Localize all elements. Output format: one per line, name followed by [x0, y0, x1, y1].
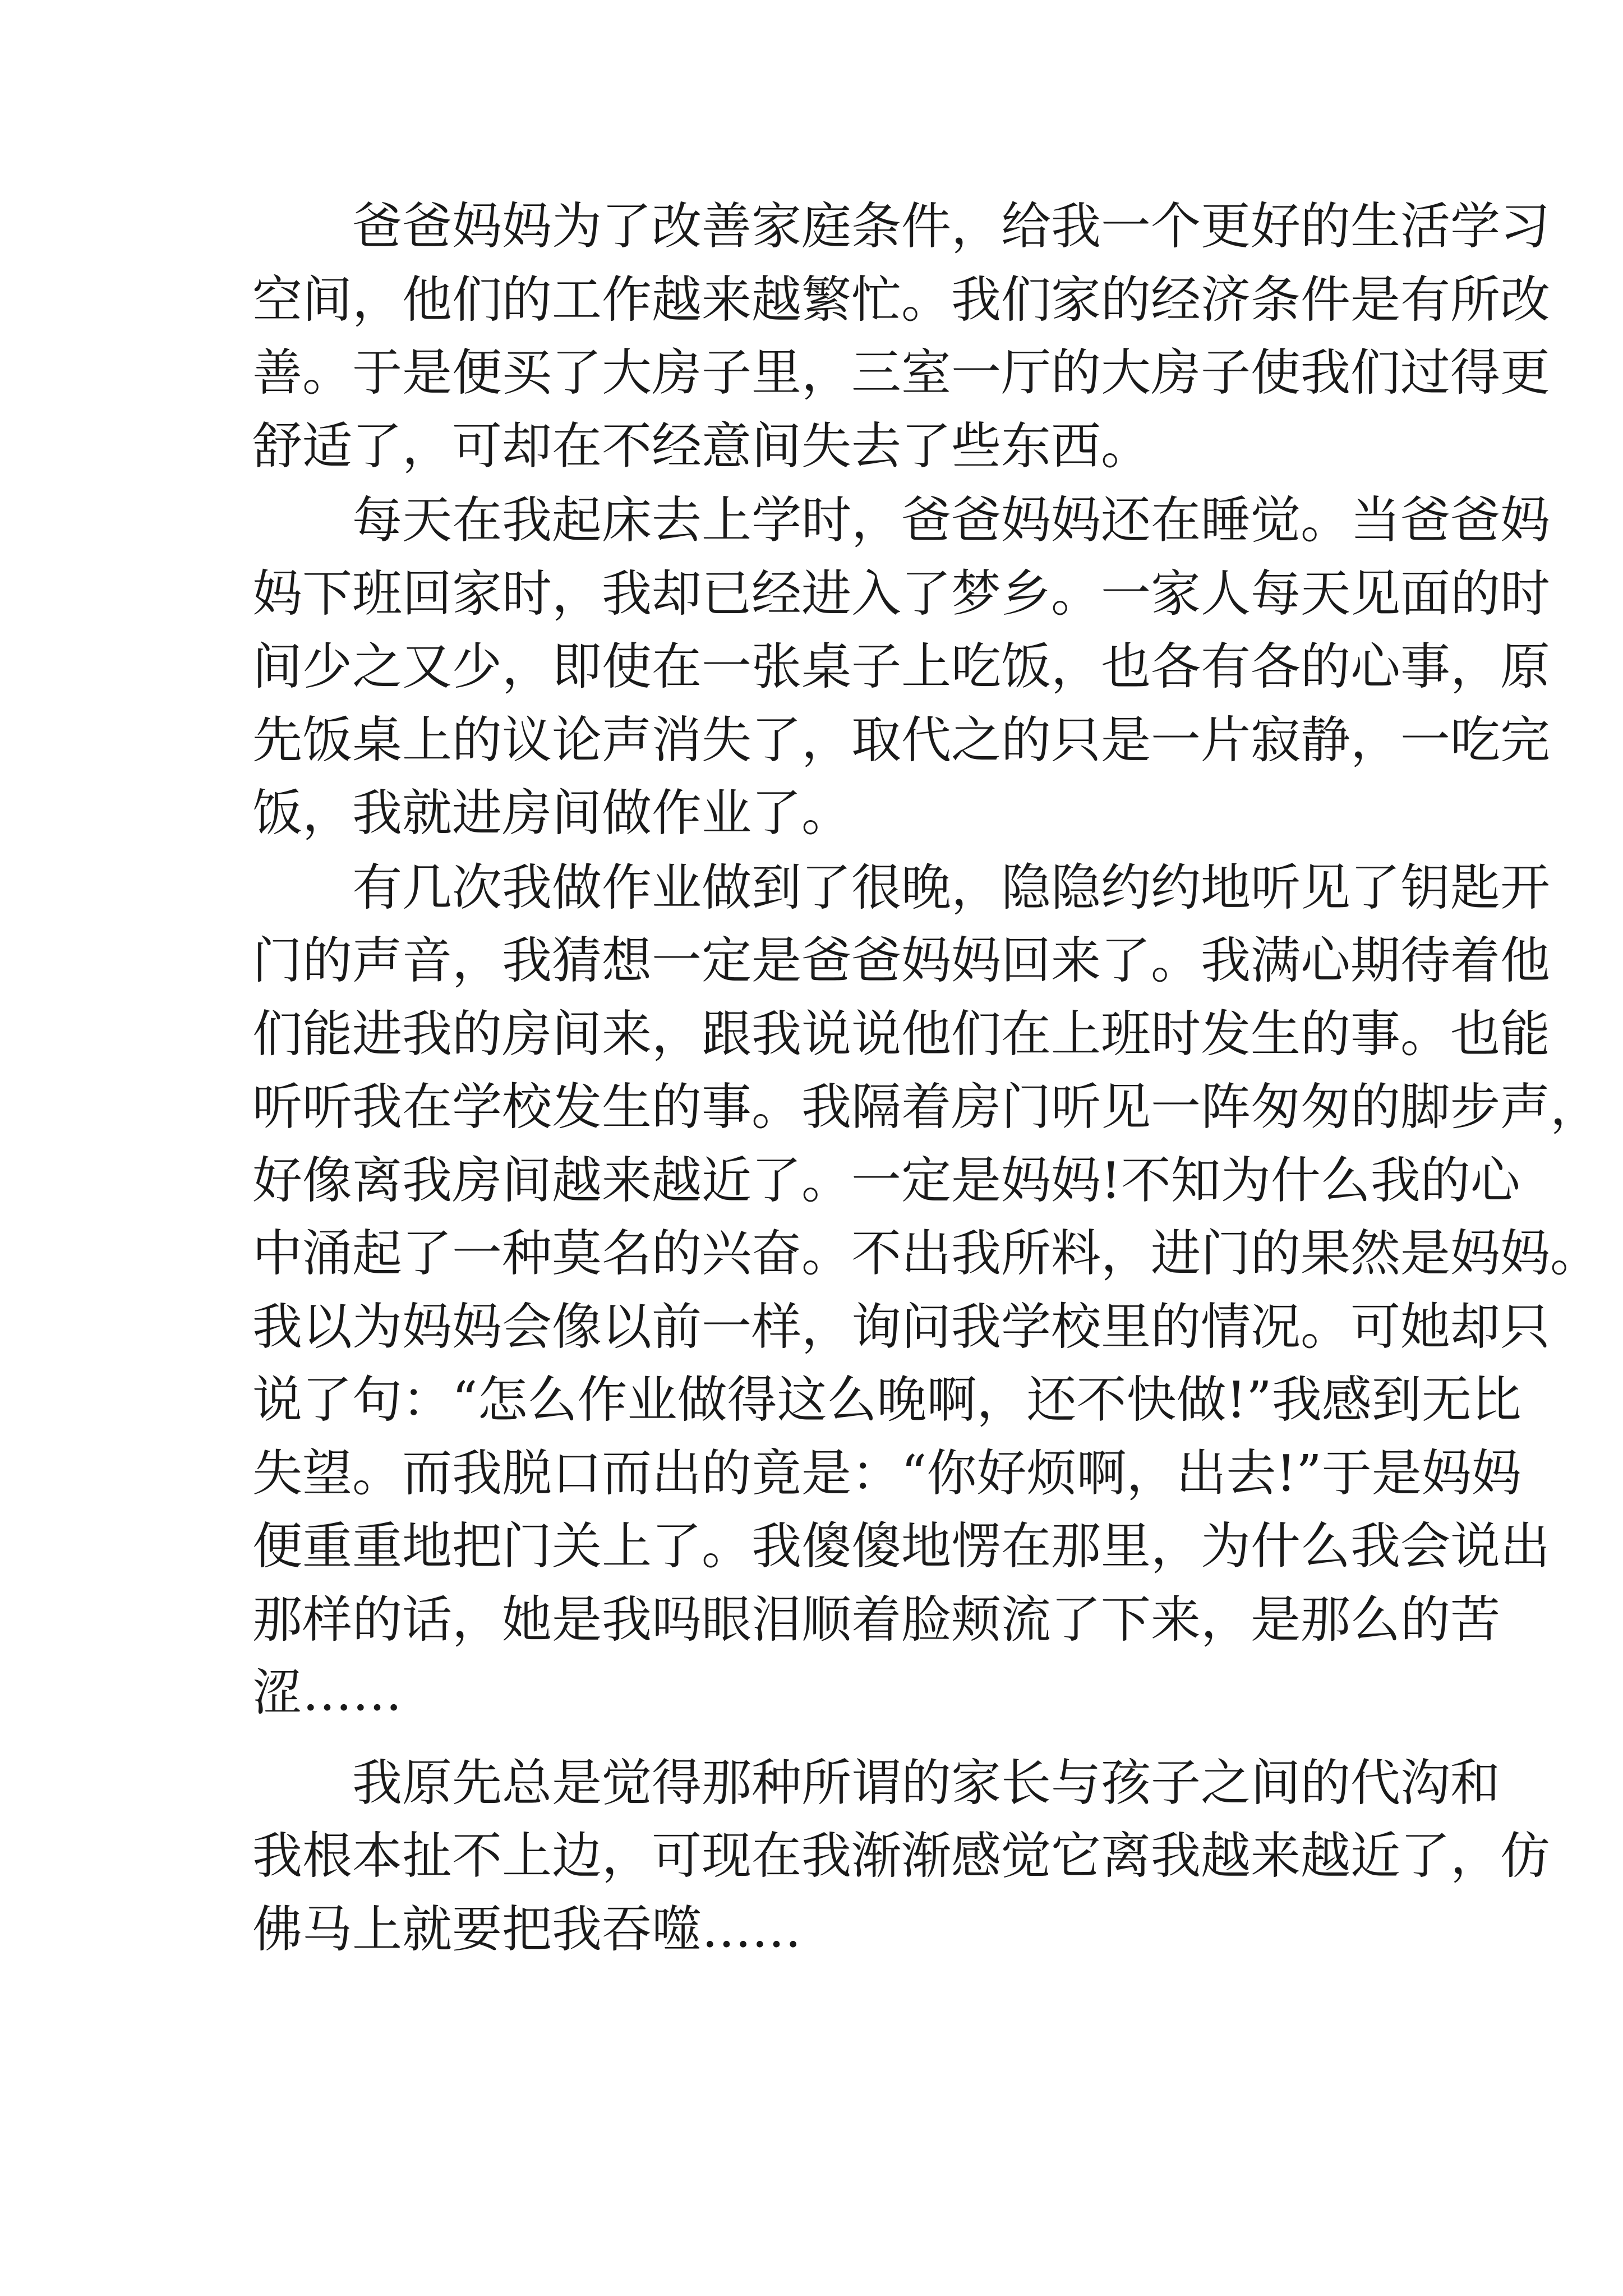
text-line: 中涌起了一种莫名的兴奋。不出我所料，进门的果然是妈妈。 [252, 1224, 1600, 1282]
text-line: 说了句：“怎么作业做得这么晚啊，还不快做!”我感到无比 [252, 1370, 1521, 1429]
text-line: 我根本扯不上边，可现在我渐渐感觉它离我越来越近了，仿 [252, 1826, 1550, 1885]
text-line: 先饭桌上的议论声消失了，取代之的只是一片寂静，一吃完 [252, 710, 1550, 769]
paragraph-1 [252, 190, 1550, 482]
text-line: 便重重地把门关上了。我傻傻地愣在那里，为什么我会说出 [252, 1517, 1550, 1575]
text-line: 有几次我做作业做到了很晚，隐隐约约地听见了钥匙开 [352, 858, 1550, 917]
text-line: 舒适了，可却在不经意间失去了些东西。 [252, 416, 1151, 475]
text-line: 爸爸妈妈为了改善家庭条件，给我一个更好的生活学习 [352, 197, 1550, 255]
text-line: 那样的话，她是我吗眼泪顺着脸颊流了下来，是那么的苦 [252, 1590, 1500, 1649]
text-line: 们能进我的房间来，跟我说说他们在上班时发生的事。也能 [252, 1004, 1550, 1063]
paragraph-3 [252, 851, 1600, 1729]
text-line: 佛马上就要把我吞噬…… [252, 1899, 801, 1958]
text-line: 妈下班回家时，我却已经进入了梦乡。一家人每天见面的时 [252, 564, 1550, 623]
paragraph-4 [252, 1746, 1550, 1966]
text-line: 每天在我起床去上学时，爸爸妈妈还在睡觉。当爸爸妈 [352, 491, 1550, 549]
text-line: 我以为妈妈会像以前一样，询问我学校里的情况。可她却只 [252, 1297, 1550, 1356]
body-text [252, 190, 1600, 1966]
paragraph-2 [252, 484, 1550, 850]
text-line: 涩…… [252, 1663, 402, 1722]
text-line: 好像离我房间越来越近了。一定是妈妈!不知为什么我的心 [252, 1151, 1520, 1209]
text-line: 饭，我就进房间做作业了。 [252, 784, 851, 842]
text-line: 门的声音，我猜想一定是爸爸妈妈回来了。我满心期待着他 [252, 931, 1550, 990]
text-line: 失望。而我脱口而出的竟是：“你好烦啊，出去!”于是妈妈 [252, 1443, 1521, 1502]
text-line: 我原先总是觉得那种所谓的家长与孩子之间的代沟和 [352, 1753, 1500, 1812]
text-line: 听听我在学校发生的事。我隔着房门听见一阵匆匆的脚步声， [252, 1078, 1600, 1136]
text-line: 间少之又少，即使在一张桌子上吃饭，也各有各的心事，原 [252, 637, 1550, 696]
text-line: 善。于是便买了大房子里，三室一厅的大房子使我们过得更 [252, 343, 1550, 402]
text-line: 空间，他们的工作越来越繁忙。我们家的经济条件是有所改 [252, 270, 1550, 329]
